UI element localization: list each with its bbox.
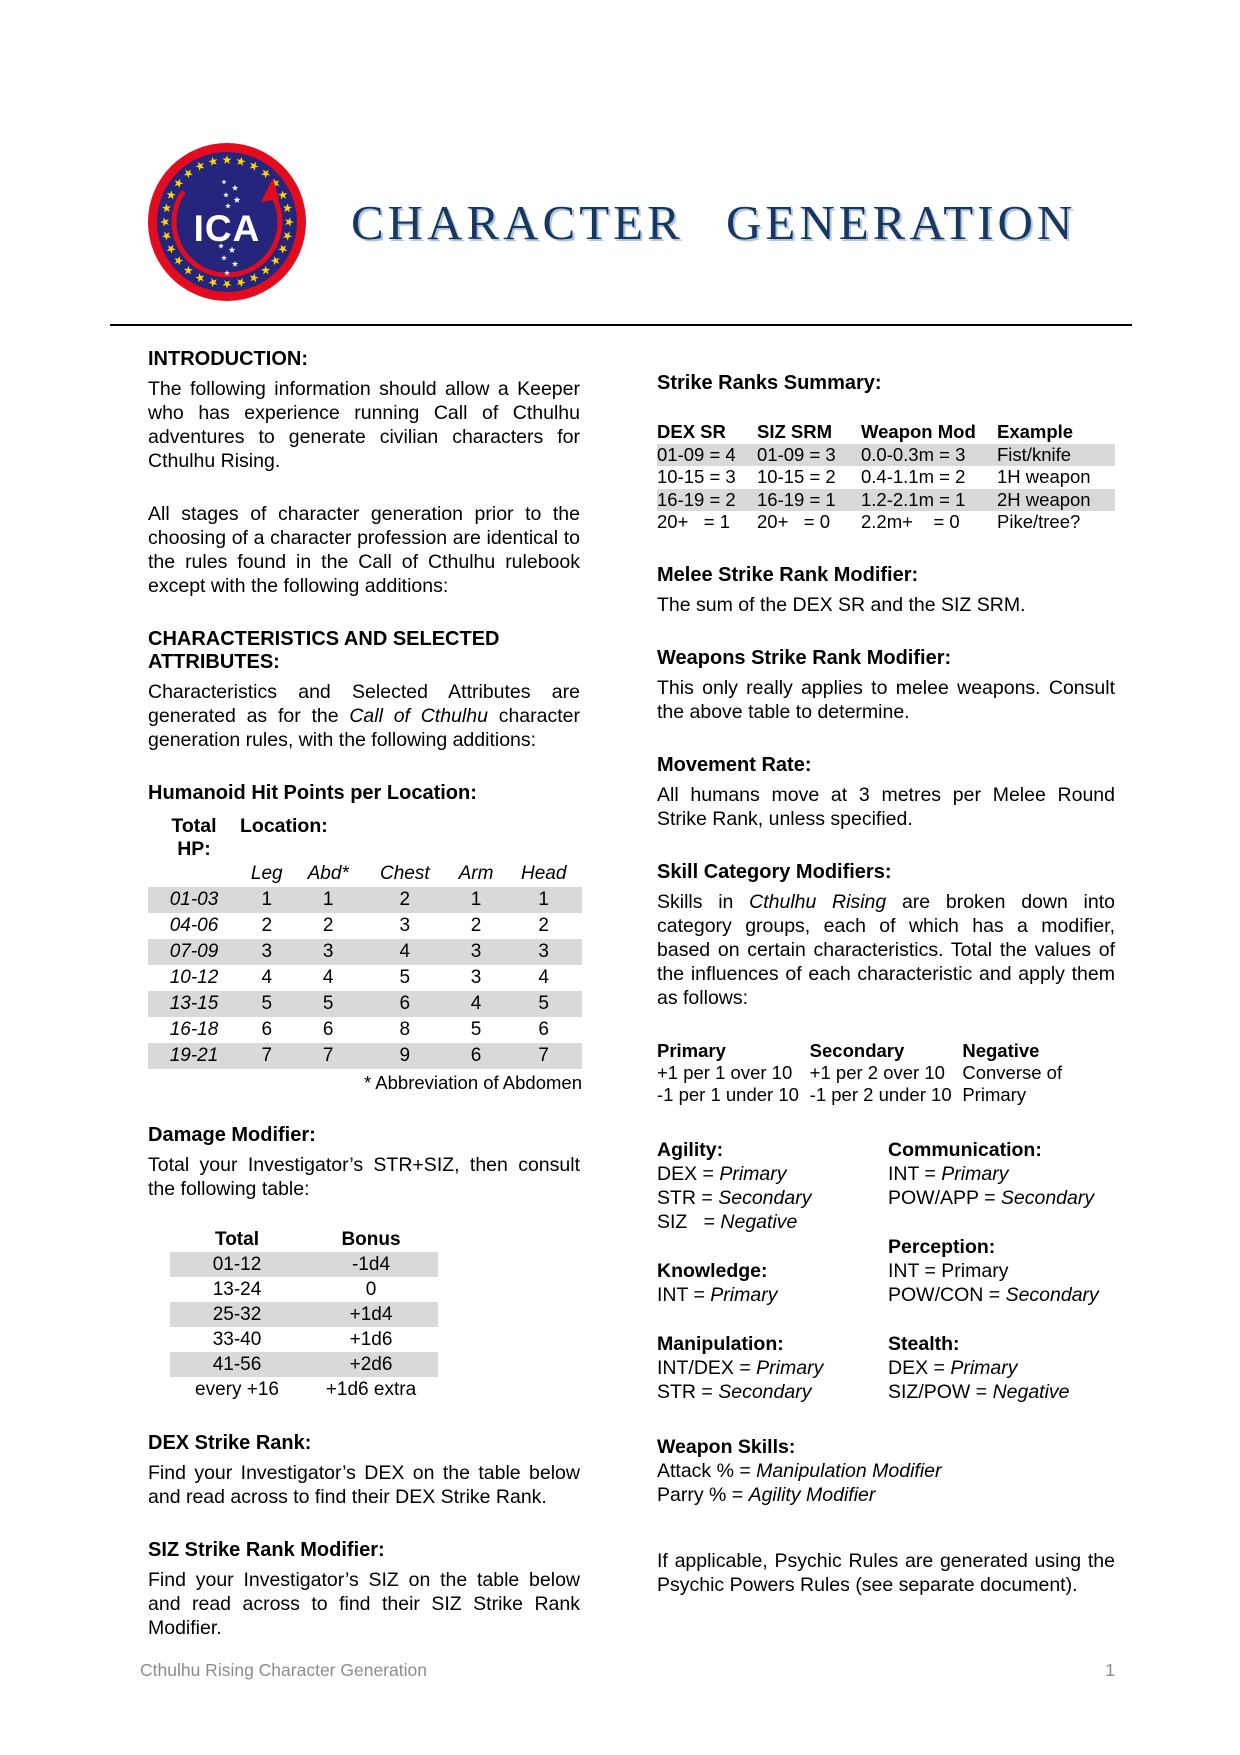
secondary-header: Secondary — [809, 1039, 905, 1061]
column-header: Weapon Mod — [861, 421, 976, 443]
category-stealth — [888, 1332, 1115, 1404]
skill-categories-column-1 — [657, 1138, 888, 1429]
category-manipulation — [657, 1332, 888, 1404]
category-agility — [657, 1138, 888, 1234]
category-entry: INT/DEX = Primary — [657, 1356, 824, 1379]
table-row — [170, 1352, 438, 1377]
table-cell: 33-40 — [212, 1328, 262, 1350]
category-name: Communication: — [888, 1138, 1042, 1161]
melee-modifier-heading: Melee Strike Rank Modifier: — [657, 563, 919, 586]
table-cell: 5 — [293, 991, 362, 1017]
table-cell: every +16 — [195, 1378, 279, 1400]
table-row — [170, 1252, 438, 1277]
table-row — [148, 1017, 582, 1043]
table-cell: 3 — [470, 967, 482, 988]
table-cell: 4 — [261, 967, 273, 988]
secondary-rule-1: +1 per 2 over 10 — [809, 1061, 945, 1083]
table-cell: 10-12 — [169, 967, 219, 988]
table-row — [148, 913, 582, 939]
negative-header: Negative — [962, 1039, 1040, 1061]
table-cell: 1 — [293, 887, 362, 913]
psychic-rules-paragraph: If applicable, Psychic Rules are generated using the Psychic Powers Rules (see separate document). — [657, 1549, 1115, 1596]
table-cell: 3 — [505, 939, 582, 965]
weapon-skills-block — [657, 1435, 1115, 1507]
table-cell: 4 — [322, 967, 334, 988]
category-entry: POW/APP = Secondary — [888, 1186, 1095, 1209]
table-cell: 7 — [293, 1043, 362, 1069]
total-hp-label: Total HP: — [171, 815, 217, 860]
hit-points-table — [148, 813, 582, 1069]
table-cell: 1H weapon — [997, 466, 1091, 488]
column-header: Example — [997, 421, 1074, 443]
table-cell: 01-09 = 3 — [757, 444, 861, 467]
table-cell: 7 — [505, 1043, 582, 1069]
dex-strike-rank-heading: DEX Strike Rank: — [148, 1432, 312, 1454]
hit-points-heading: Humanoid Hit Points per Location: — [148, 782, 477, 804]
table-cell: +1d6 extra — [325, 1378, 417, 1400]
table-cell: 01-12 — [170, 1252, 304, 1277]
column-header: Leg — [250, 863, 283, 884]
table-cell: 20+ = 0 — [757, 511, 831, 533]
dex-strike-rank-paragraph: Find your Investigator’s DEX on the table below and read across to find their DEX Strike Rank. — [148, 1462, 580, 1508]
table-cell: 19-21 — [148, 1043, 240, 1069]
footer-title: Cthulhu Rising Character Generation — [140, 1660, 427, 1680]
page-title: CHARACTER GENERATION — [351, 194, 1077, 250]
table-cell: 2 — [322, 915, 334, 936]
table-cell: 5 — [240, 991, 293, 1017]
column-header: Arm — [458, 863, 494, 884]
intro-heading: INTRODUCTION: — [148, 348, 308, 370]
table-cell: 0 — [365, 1278, 377, 1300]
header-divider — [110, 324, 1132, 326]
table-header-row — [657, 421, 1115, 444]
column-header: SIZ SRM — [757, 421, 833, 443]
table-cell: 5 — [399, 967, 411, 988]
table-cell: 4 — [538, 967, 549, 988]
table-row — [148, 939, 582, 965]
movement-rate-paragraph: All humans move at 3 metres per Melee Round Strike Rank, unless specified. — [657, 783, 1115, 830]
table-cell: 2 — [261, 915, 273, 936]
table-cell: 5 — [505, 991, 582, 1017]
column-header: DEX SR — [657, 421, 726, 443]
table-cell: 2.2m+ = 0 — [861, 511, 960, 533]
table-cell: 0.4-1.1m = 2 — [861, 466, 966, 488]
skill-category-heading: Skill Category Modifiers: — [657, 860, 892, 883]
content-columns — [148, 348, 1115, 1640]
category-communication — [888, 1138, 1115, 1210]
category-entry: INT = Primary — [888, 1259, 1009, 1282]
table-cell: 16-19 = 2 — [657, 489, 757, 512]
left-column — [148, 348, 580, 1640]
table-cell: 20+ = 1 — [657, 511, 731, 533]
table-cell: 25-32 — [170, 1302, 304, 1327]
secondary-modifier-column — [810, 1040, 963, 1106]
column-header: Total — [215, 1228, 259, 1250]
category-name: Agility: — [657, 1138, 724, 1161]
characteristics-text: Characteristics and Selected Attributes are generated as for the — [148, 681, 580, 727]
table-cell: 1.2-2.1m = 1 — [861, 489, 997, 512]
table-cell: 4 — [447, 991, 506, 1017]
primary-modifier-column — [657, 1040, 810, 1106]
table-cell: 3 — [240, 939, 293, 965]
damage-modifier-table — [170, 1227, 438, 1402]
category-name: Perception: — [888, 1235, 996, 1258]
table-cell: 1 — [240, 887, 293, 913]
category-entry: DEX = Primary — [888, 1356, 1018, 1379]
movement-rate-heading: Movement Rate: — [657, 753, 812, 776]
table-row — [148, 887, 582, 913]
table-cell: 7 — [240, 1043, 293, 1069]
category-entry: POW/CON = Secondary — [888, 1283, 1099, 1306]
intro-paragraph-2: All stages of character generation prior to the choosing of a character profession are identical to the rules found in the Call of Cthulhu rulebook except with the following additions: — [148, 503, 580, 597]
table-cell: +1d4 — [304, 1302, 438, 1327]
skill-category-text-cont: are broken down into category groups, each of which has a modifier, based on certain characteristics. Total the values of the influences of each characteristic and apply them as follows: — [657, 890, 1115, 1009]
primary-rule-2: -1 per 1 under 10 — [657, 1083, 799, 1105]
category-entry: SIZ = Negative — [657, 1210, 798, 1233]
right-column — [657, 348, 1115, 1640]
table-cell: 6 — [261, 1019, 273, 1040]
weapons-modifier-paragraph: This only really applies to melee weapons. Consult the above table to determine. — [657, 676, 1115, 723]
table-cell: 10-15 = 2 — [757, 466, 836, 488]
table-cell: 3 — [447, 939, 506, 965]
negative-modifier-column — [962, 1040, 1115, 1106]
category-knowledge — [657, 1259, 888, 1307]
table-cell: 1 — [447, 887, 506, 913]
table-cell — [148, 861, 240, 887]
table-cell: 2 — [538, 915, 549, 936]
category-name: Manipulation: — [657, 1332, 784, 1355]
table-cell: +1d6 — [349, 1328, 393, 1350]
melee-modifier-paragraph: The sum of the DEX SR and the SIZ SRM. — [657, 593, 1026, 616]
weapons-modifier-heading: Weapons Strike Rank Modifier: — [657, 646, 952, 669]
column-header: Head — [520, 863, 567, 884]
logo-text: ICA — [193, 208, 261, 249]
footer-page-number: 1 — [1105, 1660, 1115, 1680]
table-cell: 41-56 — [170, 1352, 304, 1377]
table-row — [148, 965, 582, 991]
table-row — [170, 1377, 438, 1402]
table-footnote: * Abbreviation of Abdomen — [363, 1072, 582, 1093]
table-cell: 1 — [505, 887, 582, 913]
header — [147, 142, 1076, 302]
table-cell: 2H weapon — [997, 489, 1115, 512]
negative-rule-2: Primary — [962, 1083, 1027, 1105]
table-row — [657, 444, 1115, 467]
table-row — [170, 1327, 438, 1352]
characteristics-heading: CHARACTERISTICS AND SELECTED ATTRIBUTES: — [148, 628, 500, 673]
table-row — [148, 991, 582, 1017]
category-entry: DEX = Primary — [657, 1162, 787, 1185]
table-row — [657, 511, 1115, 534]
negative-rule-1: Converse of — [962, 1061, 1063, 1083]
category-entry: INT = Primary — [657, 1283, 778, 1306]
table-row — [170, 1302, 438, 1327]
table-cell: 5 — [470, 1019, 482, 1040]
table-cell: 2 — [470, 915, 482, 936]
category-name: Stealth: — [888, 1332, 960, 1355]
table-cell: 6 — [363, 991, 447, 1017]
table-cell: 6 — [538, 1019, 549, 1040]
category-entry: SIZ/POW = Negative — [888, 1380, 1070, 1403]
table-cell: 16-18 — [169, 1019, 219, 1040]
table-row — [657, 489, 1115, 512]
table-cell: 3 — [399, 915, 411, 936]
column-header: Abd* — [307, 863, 349, 884]
table-header-row — [170, 1227, 438, 1252]
weapon-skills-attack-line: Attack % = Manipulation Modifier — [657, 1459, 942, 1482]
weapon-skills-heading: Weapon Skills: — [657, 1435, 796, 1458]
skill-categories-column-2 — [888, 1138, 1115, 1429]
table-label-row — [148, 813, 582, 861]
table-row — [148, 1043, 582, 1069]
table-cell: 3 — [293, 939, 362, 965]
table-cell: 0.0-0.3m = 3 — [861, 444, 997, 467]
table-cell: 6 — [322, 1019, 334, 1040]
primary-rule-1: +1 per 1 over 10 — [657, 1061, 793, 1083]
table-cell: -1d4 — [304, 1252, 438, 1277]
skill-category-italic-text: Cthulhu Rising — [749, 890, 887, 913]
damage-modifier-paragraph: Total your Investigator’s STR+SIZ, then consult the following table: — [148, 1154, 580, 1200]
location-label: Location: — [240, 815, 328, 837]
table-cell: Fist/knife — [997, 444, 1115, 467]
weapon-skills-parry-line: Parry % = Agility Modifier — [657, 1483, 876, 1506]
primary-header: Primary — [657, 1039, 726, 1061]
category-entry: STR = Secondary — [657, 1380, 812, 1403]
category-perception — [888, 1235, 1115, 1307]
skill-categories — [657, 1138, 1115, 1429]
table-cell: 6 — [447, 1043, 506, 1069]
category-name: Knowledge: — [657, 1259, 768, 1282]
page-footer — [140, 1660, 1115, 1681]
column-header: Chest — [379, 863, 430, 884]
table-cell: 2 — [363, 887, 447, 913]
table-cell: 13-24 — [212, 1278, 262, 1300]
table-cell: 4 — [363, 939, 447, 965]
ica-logo — [147, 142, 307, 302]
category-entry: STR = Secondary — [657, 1186, 812, 1209]
secondary-rule-2: -1 per 2 under 10 — [809, 1083, 952, 1105]
intro-paragraph-1: The following information should allow a Keeper who has experience running Call of Cthulhu adventures to generate civilian characters for Cthulhu Rising. — [148, 378, 580, 472]
table-header-row — [148, 861, 582, 887]
skill-category-paragraph — [657, 890, 1115, 1010]
characteristics-text-cont: character generation rules, with the following additions: — [148, 705, 581, 751]
column-header: Bonus — [341, 1228, 401, 1250]
strike-ranks-table — [657, 421, 1115, 534]
modifier-summary-block — [657, 1040, 1115, 1106]
damage-modifier-heading: Damage Modifier: — [148, 1124, 316, 1146]
table-cell: 16-19 = 1 — [757, 489, 861, 512]
table-cell: 01-09 = 4 — [657, 444, 757, 467]
table-cell: 13-15 — [148, 991, 240, 1017]
characteristics-italic-text: Call of Cthulhu — [349, 705, 488, 727]
siz-strike-rank-heading: SIZ Strike Rank Modifier: — [148, 1539, 385, 1561]
table-row — [170, 1277, 438, 1302]
category-entry: INT = Primary — [888, 1162, 1009, 1185]
characteristics-paragraph — [148, 680, 580, 752]
table-cell: 01-03 — [148, 887, 240, 913]
table-cell: 10-15 = 3 — [657, 466, 736, 488]
table-cell: 9 — [363, 1043, 447, 1069]
strike-ranks-heading: Strike Ranks Summary: — [657, 372, 882, 394]
skill-category-text: Skills in — [657, 890, 750, 913]
table-cell: 07-09 — [148, 939, 240, 965]
table-cell: 04-06 — [169, 915, 219, 936]
table-cell: +2d6 — [304, 1352, 438, 1377]
siz-strike-rank-paragraph: Find your Investigator’s SIZ on the table below and read across to find their SIZ Strike Rank Modifier. — [148, 1569, 580, 1639]
table-row — [657, 466, 1115, 489]
table-cell: Pike/tree? — [997, 511, 1081, 533]
table-cell: 8 — [399, 1019, 411, 1040]
